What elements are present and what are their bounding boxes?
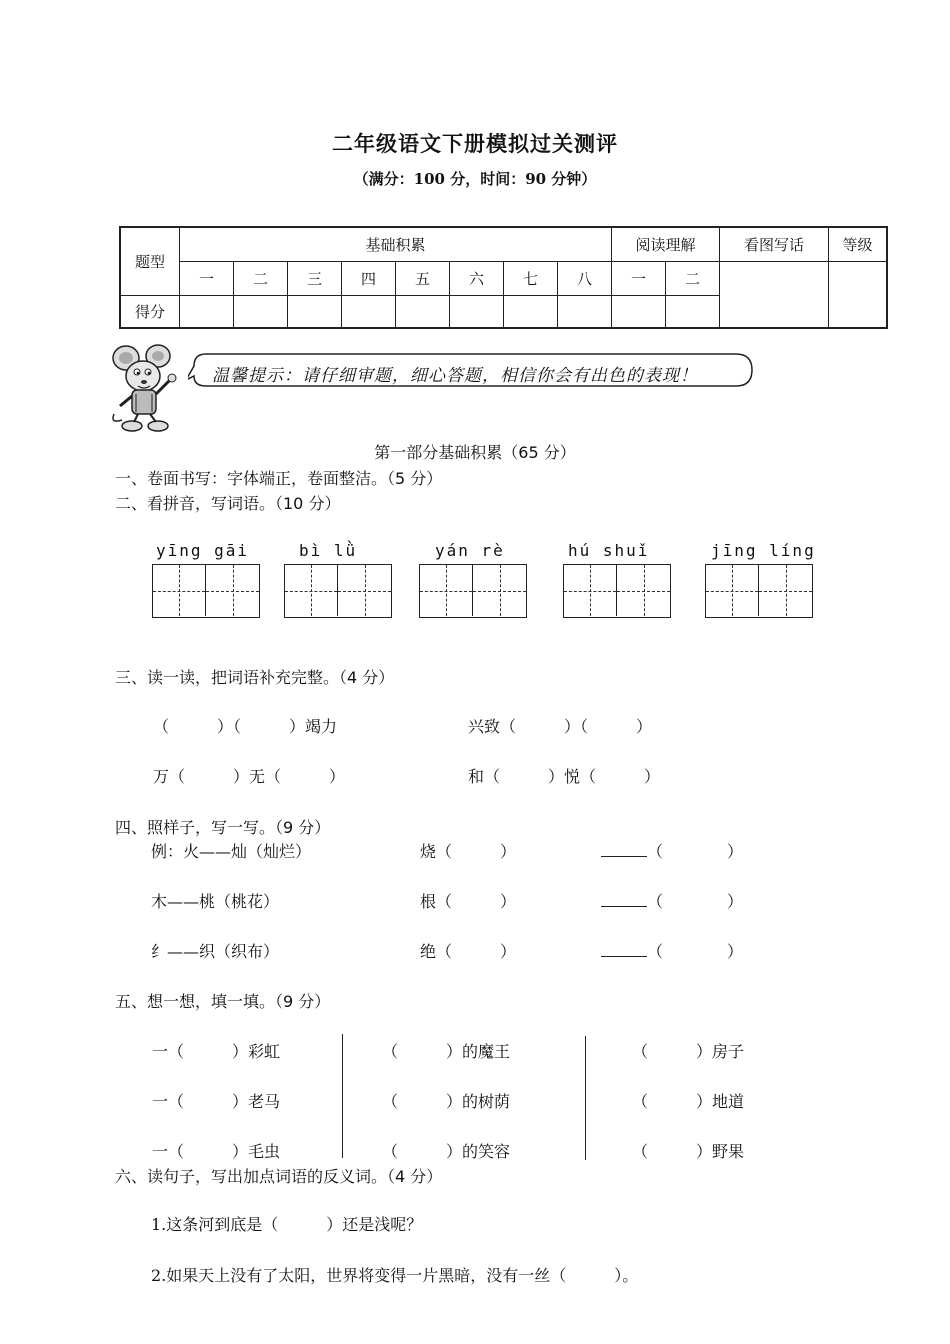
tip-text: 温馨提示：请仔细审题，细心答题，相信你会有出色的表现！ — [212, 366, 698, 386]
score-table-group-reading: 阅读理解 — [612, 227, 720, 261]
score-table-item: 五 — [396, 261, 450, 295]
writing-grid[interactable] — [152, 564, 260, 618]
q3-heading: 三、读一读，把词语补充完整。（4 分） — [115, 668, 395, 687]
score-table-item: 三 — [288, 261, 342, 295]
q1-heading: 一、卷面书写：字体端正，卷面整洁。（5 分） — [115, 469, 443, 488]
q4-answer[interactable] — [601, 889, 743, 912]
q4-answer-paren[interactable]: （ ） — [647, 842, 744, 861]
score-table-item: 二 — [234, 261, 288, 295]
q6-sentence-2[interactable]: 2.如果天上没有了太阳，世界将变得一片黑暗，没有一丝（ ）。 — [151, 1266, 639, 1285]
pinyin-2: bì lǜ — [299, 541, 358, 560]
q4-answer[interactable] — [601, 939, 743, 962]
page-subtitle: （满分：100 分，时间：90 分钟） — [353, 170, 597, 188]
q3-item[interactable]: 万（ ）无（ ） — [153, 767, 346, 786]
score-cell[interactable] — [234, 295, 288, 328]
score-cell[interactable] — [612, 295, 666, 328]
score-table-type-label: 题型 — [120, 227, 180, 295]
q4-char[interactable]: 根（ ） — [420, 892, 517, 911]
q4-char[interactable]: 烧（ ） — [420, 842, 517, 861]
answer-blank[interactable] — [601, 942, 647, 957]
q5-item[interactable]: （ ）的魔王 — [382, 1042, 511, 1061]
score-table-group-grade: 等级 — [829, 227, 888, 261]
q4-example: 例：火——灿（灿烂） — [151, 842, 312, 861]
score-table — [119, 226, 888, 329]
score-table-grade-cell[interactable] — [829, 261, 888, 328]
q3-item[interactable]: 兴致（ ）（ ） — [468, 717, 653, 736]
column-divider — [342, 1034, 343, 1158]
score-cell[interactable] — [666, 295, 720, 328]
q2-heading: 二、看拼音，写词语。（10 分） — [115, 494, 341, 513]
q3-item[interactable]: （ ）（ ）竭力 — [153, 717, 338, 736]
score-cell[interactable] — [450, 295, 504, 328]
writing-grid[interactable] — [563, 564, 671, 618]
score-cell[interactable] — [504, 295, 558, 328]
score-table-item: 一 — [180, 261, 234, 295]
answer-blank[interactable] — [601, 892, 647, 907]
writing-grid[interactable] — [284, 564, 392, 618]
column-divider — [585, 1036, 586, 1160]
score-table-item: 七 — [504, 261, 558, 295]
score-cell[interactable] — [396, 295, 450, 328]
pinyin-4: hú shuǐ — [568, 541, 650, 560]
page-title: 二年级语文下册模拟过关测评 — [332, 132, 618, 156]
score-table-group-writing: 看图写话 — [720, 227, 829, 261]
writing-grid[interactable] — [705, 564, 813, 618]
q3-item[interactable]: 和（ ）悦（ ） — [468, 767, 661, 786]
writing-grid[interactable] — [419, 564, 527, 618]
q5-item[interactable]: 一（ ）老马 — [152, 1092, 281, 1111]
q4-example: 纟——织（织布） — [151, 942, 280, 961]
pinyin-5: jīng líng — [711, 541, 816, 560]
mouse-mascot-icon — [108, 344, 188, 436]
score-table-group-basic: 基础积累 — [180, 227, 612, 261]
score-table-writing-cell[interactable] — [720, 261, 829, 328]
score-cell[interactable] — [342, 295, 396, 328]
score-cell[interactable] — [180, 295, 234, 328]
score-cell[interactable] — [288, 295, 342, 328]
part1-heading: 第一部分基础积累（65 分） — [374, 443, 576, 462]
score-table-item: 一 — [612, 261, 666, 295]
q4-answer-paren[interactable]: （ ） — [647, 942, 744, 961]
score-table-item: 四 — [342, 261, 396, 295]
q4-char[interactable]: 绝（ ） — [420, 942, 517, 961]
score-table-item: 六 — [450, 261, 504, 295]
score-table-item: 二 — [666, 261, 720, 295]
score-table-score-label: 得分 — [120, 295, 180, 328]
score-table-item: 八 — [558, 261, 612, 295]
q5-item[interactable]: 一（ ）彩虹 — [152, 1042, 281, 1061]
q5-item[interactable]: （ ）地道 — [632, 1092, 745, 1111]
answer-blank[interactable] — [601, 842, 647, 857]
q5-item[interactable]: （ ）的树荫 — [382, 1092, 511, 1111]
pinyin-3: yán rè — [435, 541, 505, 560]
q4-heading: 四、照样子，写一写。（9 分） — [115, 818, 331, 837]
q6-sentence-1[interactable]: 1.这条河到底是（ ）还是浅呢？ — [151, 1215, 423, 1234]
score-cell[interactable] — [558, 295, 612, 328]
q5-item[interactable]: （ ）房子 — [632, 1042, 745, 1061]
q4-answer[interactable] — [601, 839, 743, 862]
q4-example: 木——桃（桃花） — [151, 892, 280, 911]
q6-heading: 六、读句子，写出加点词语的反义词。（4 分） — [115, 1167, 443, 1186]
q5-item[interactable]: （ ）野果 — [632, 1142, 745, 1161]
q5-heading: 五、想一想，填一填。（9 分） — [115, 992, 331, 1011]
pinyin-1: yīng gāi — [156, 541, 250, 560]
q4-answer-paren[interactable]: （ ） — [647, 892, 744, 911]
q5-item[interactable]: 一（ ）毛虫 — [152, 1142, 281, 1161]
q5-item[interactable]: （ ）的笑容 — [382, 1142, 511, 1161]
